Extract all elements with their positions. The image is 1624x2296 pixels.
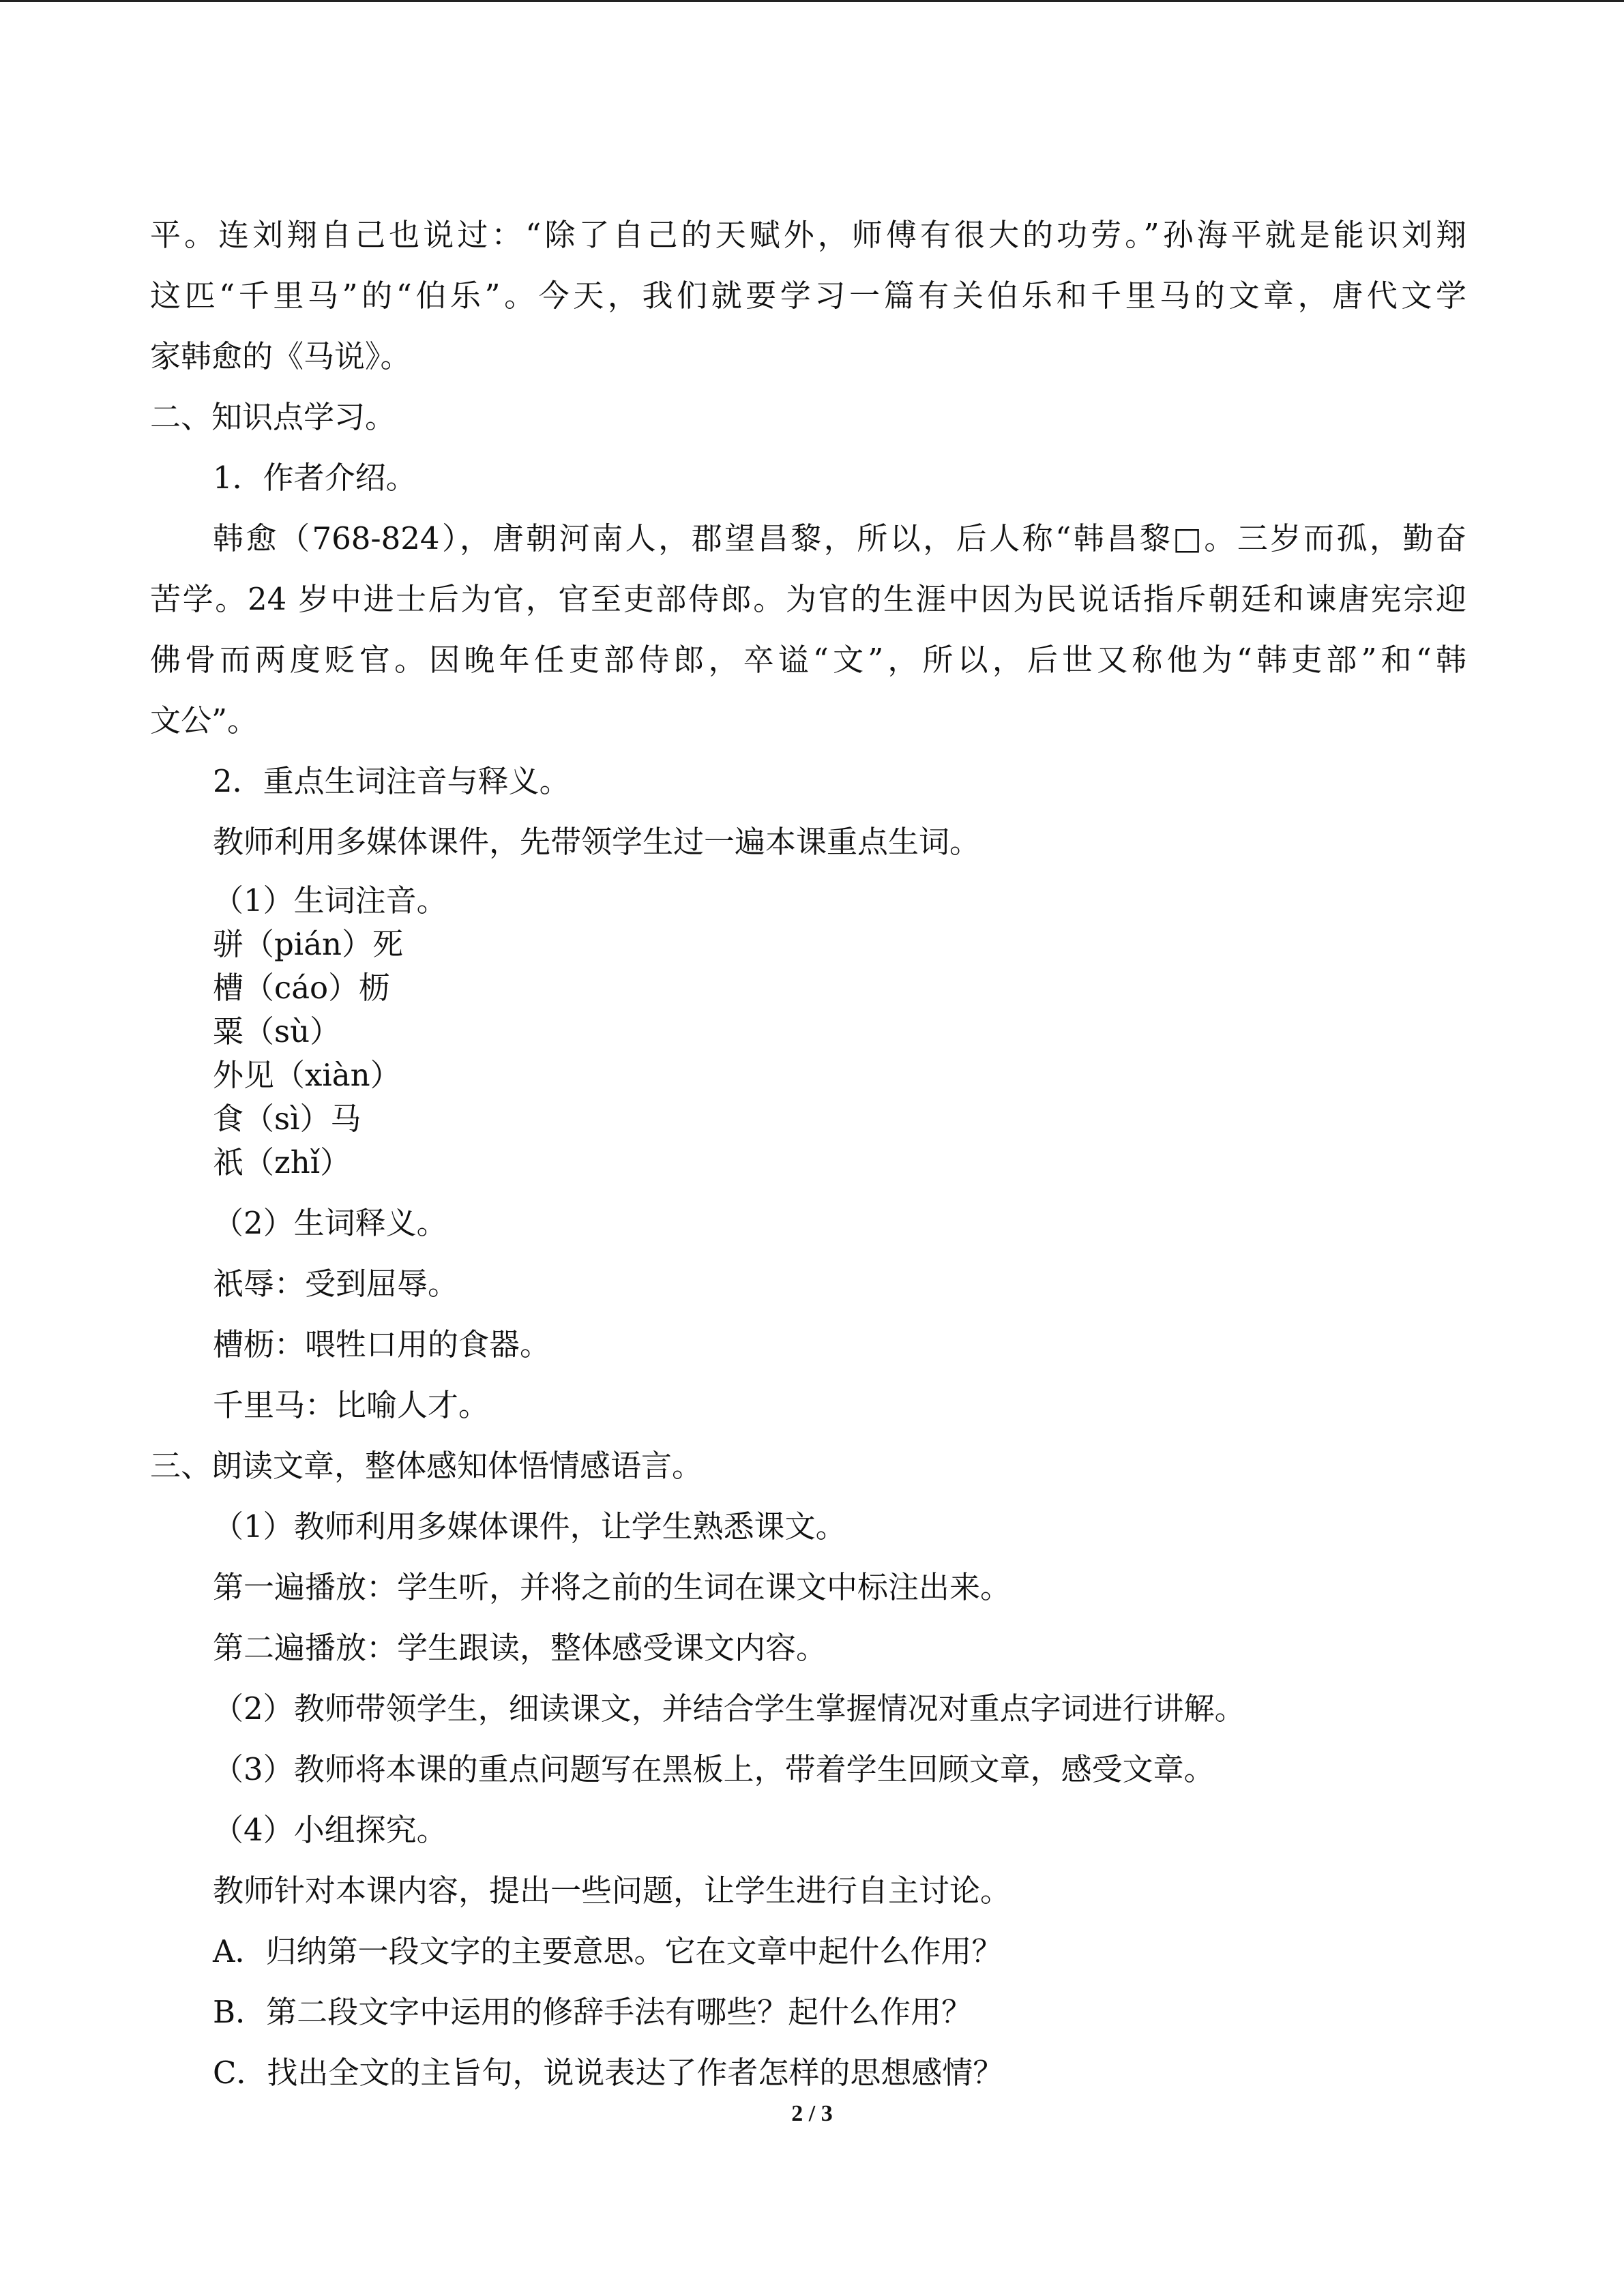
definition-item: 祇辱：受到屈辱。 xyxy=(213,1266,459,1302)
reading-step: 第二遍播放：学生跟读，整体感受课文内容。 xyxy=(213,1630,827,1666)
intro-line-3: 家韩愈的《马说》。 xyxy=(150,338,411,374)
definition-item: 槽枥：喂牲口用的食器。 xyxy=(213,1326,551,1362)
pinyin-item: 外见（xiàn） xyxy=(213,1057,401,1093)
reading-step: （1）教师利用多媒体课件，让学生熟悉课文。 xyxy=(213,1508,846,1545)
pinyin-item: 祇（zhǐ） xyxy=(213,1144,351,1180)
discussion-question: C．找出全文的主旨句，说说表达了作者怎样的思想感情？ xyxy=(213,2055,1004,2091)
reading-step: （4）小组探究。 xyxy=(213,1812,447,1848)
discussion-question: B．第二段文字中运用的修辞手法有哪些？起什么作用？ xyxy=(213,1994,973,2030)
definition-heading: （2）生词释义。 xyxy=(213,1205,447,1241)
pinyin-item: 骈（pián）死 xyxy=(213,926,404,962)
discussion-intro: 教师针对本课内容，提出一些问题，让学生进行自主讨论。 xyxy=(213,1873,1012,1909)
reading-step: 第一遍播放：学生听，并将之前的生词在课文中标注出来。 xyxy=(213,1569,1012,1605)
subheading-author-intro: 1．作者介绍。 xyxy=(213,460,417,496)
section-heading-knowledge: 二、知识点学习。 xyxy=(150,399,396,435)
pinyin-item: 槽（cáo）枥 xyxy=(213,970,390,1006)
definition-item: 千里马：比喻人才。 xyxy=(213,1387,490,1423)
page-number: 2 / 3 xyxy=(791,2101,833,2126)
author-para-line-3: 佛骨而两度贬官。因晚年任吏部侍郎，卒谥“文”，所以，后世又称他为“韩吏部”和“韩 xyxy=(150,642,1466,678)
author-para-line-2: 苦学。24 岁中进士后为官，官至吏部侍郎。为官的生涯中因为民说话指斥朝廷和谏唐宪宗迎 xyxy=(150,581,1466,617)
pinyin-item: 粟（sù） xyxy=(213,1013,341,1049)
vocabulary-intro: 教师利用多媒体课件，先带领学生过一遍本课重点生词。 xyxy=(213,824,981,860)
discussion-question: A．归纳第一段文字的主要意思。它在文章中起什么作用？ xyxy=(213,1933,1003,1969)
author-para-line-4: 文公”。 xyxy=(150,702,259,739)
author-para-line-1: 韩愈（768-824），唐朝河南人，郡望昌黎，所以，后人称“韩昌黎□。三岁而孤，勤奋 xyxy=(213,520,1466,556)
intro-line-1: 平。连刘翔自己也说过：“除了自己的天赋外，师傅有很大的功劳。”孙海平就是能识刘翔 xyxy=(150,217,1466,253)
intro-line-2: 这匹“千里马”的“伯乐”。今天，我们就要学习一篇有关伯乐和千里马的文章，唐代文学 xyxy=(150,278,1466,314)
pinyin-item: 食（sì）马 xyxy=(213,1101,361,1137)
document-body xyxy=(150,205,1487,2103)
reading-step: （3）教师将本课的重点问题写在黑板上，带着学生回顾文章，感受文章。 xyxy=(213,1751,1215,1787)
reading-step: （2）教师带领学生，细读课文，并结合学生掌握情况对重点字词进行讲解。 xyxy=(213,1690,1245,1727)
subheading-vocabulary: 2．重点生词注音与释义。 xyxy=(213,763,570,799)
top-border-line xyxy=(0,0,1624,2)
pinyin-heading: （1）生词注音。 xyxy=(213,882,447,919)
section-heading-reading: 三、朗读文章，整体感知体悟情感语言。 xyxy=(150,1448,703,1484)
